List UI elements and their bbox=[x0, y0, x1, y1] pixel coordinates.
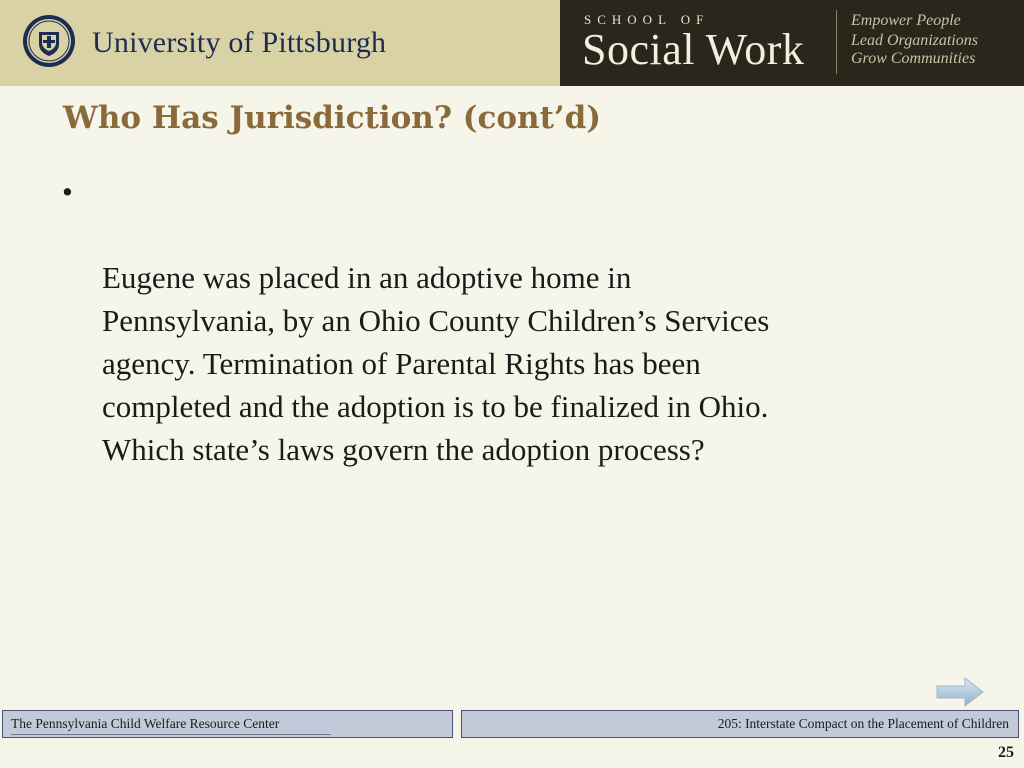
footer-right-box bbox=[461, 710, 1019, 738]
bullet-glyph: • bbox=[62, 174, 73, 209]
header-divider bbox=[836, 10, 837, 74]
next-slide-arrow-icon[interactable] bbox=[935, 676, 985, 708]
school-label-big: Social Work bbox=[582, 25, 805, 74]
tagline-2: Lead Organizations bbox=[851, 32, 978, 49]
footer-underline bbox=[11, 734, 331, 735]
header-university-band bbox=[0, 0, 560, 86]
page-number: 25 bbox=[998, 744, 1014, 761]
footer-left-box bbox=[2, 710, 453, 738]
school-label-small: SCHOOL OF bbox=[584, 12, 710, 27]
university-seal-icon bbox=[22, 14, 76, 68]
tagline-1: Empower People bbox=[851, 12, 961, 29]
bullet-list bbox=[62, 170, 962, 471]
university-name: University of Pittsburgh bbox=[92, 26, 387, 59]
bullet-text: Eugene was placed in an adoptive home in Pennsylvania, by an Ohio County Children’s Services agency. Termination of Parental Rights has been completed and the adoption is to be finalized in Ohio. Which state’s laws govern the adoption process? bbox=[102, 260, 770, 467]
bullet-item bbox=[62, 170, 962, 471]
tagline-3: Grow Communities bbox=[851, 50, 976, 67]
footer-course-title: 205: Interstate Compact on the Placement of Children bbox=[717, 716, 1009, 731]
slide-title: Who Has Jurisdiction? (cont’d) bbox=[63, 100, 602, 136]
footer-organization: The Pennsylvania Child Welfare Resource Center bbox=[11, 716, 280, 731]
